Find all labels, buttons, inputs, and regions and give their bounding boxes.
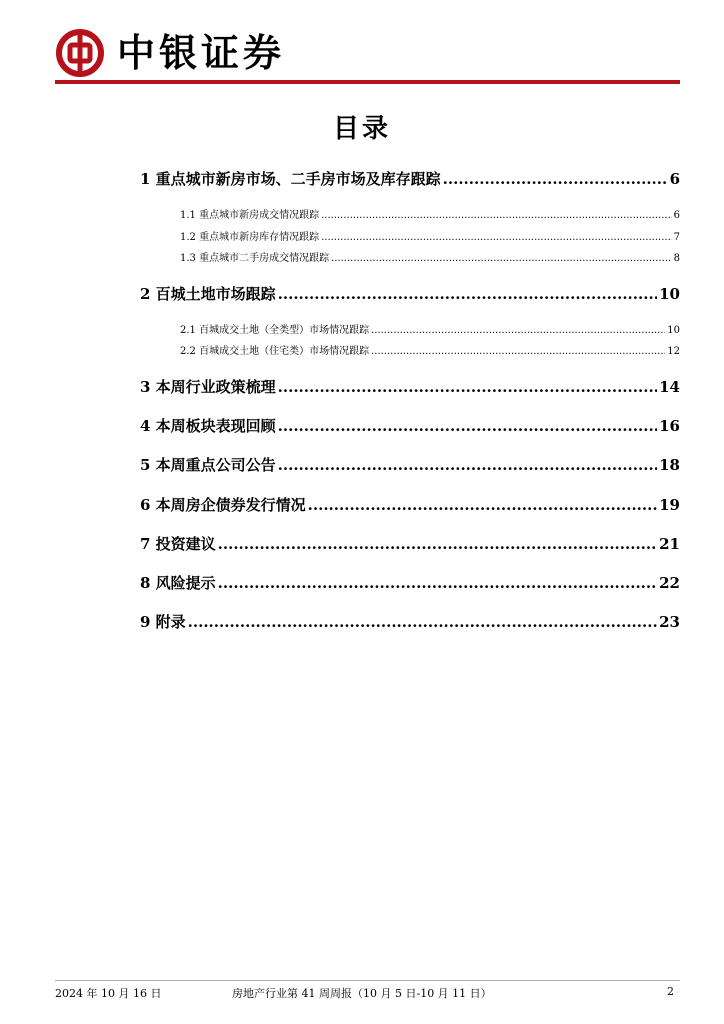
toc-entry-label: 5 本周重点公司公告 xyxy=(140,456,276,474)
toc-entry-page: 7 xyxy=(673,232,680,243)
toc-entry-page: 14 xyxy=(659,378,680,396)
footer-date: 2024 年 10 月 16 日 xyxy=(55,987,162,1000)
toc-leader-dots xyxy=(321,210,672,221)
toc-leader-dots xyxy=(321,232,672,243)
toc-entry-1[interactable] xyxy=(140,168,680,189)
bank-of-china-logo-icon xyxy=(55,28,105,78)
toc-entry-label: 8 风险提示 xyxy=(140,574,216,592)
toc-entry-page: 10 xyxy=(667,325,680,336)
toc-entry-label: 1 重点城市新房市场、二手房市场及库存跟踪 xyxy=(140,170,441,188)
toc-entry-page: 16 xyxy=(659,417,680,435)
toc-entry-7[interactable] xyxy=(140,533,680,554)
toc-entry-2[interactable] xyxy=(140,283,680,304)
toc-entry-label: 3 本周行业政策梳理 xyxy=(140,378,276,396)
toc-entry-1-2[interactable] xyxy=(180,228,680,243)
toc-leader-dots xyxy=(278,378,657,396)
toc-entry-4[interactable] xyxy=(140,415,680,436)
toc-leader-dots xyxy=(443,170,668,188)
toc-entry-9[interactable] xyxy=(140,611,680,632)
toc-leader-dots xyxy=(278,417,657,435)
toc-entry-label: 1.1 重点城市新房成交情况跟踪 xyxy=(180,210,320,221)
toc-entry-page: 6 xyxy=(669,170,680,188)
toc-leader-dots xyxy=(371,346,665,357)
toc-entry-page: 22 xyxy=(659,574,680,592)
toc-entry-label: 2.1 百城成交土地（全类型）市场情况跟踪 xyxy=(180,325,370,336)
toc-entry-page: 10 xyxy=(659,285,680,303)
toc-entry-page: 6 xyxy=(673,210,680,221)
toc-leader-dots xyxy=(371,325,665,336)
toc-entry-label: 4 本周板块表现回顾 xyxy=(140,417,276,435)
toc-entry-label: 1.2 重点城市新房库存情况跟踪 xyxy=(180,232,320,243)
toc-entry-page: 12 xyxy=(667,346,680,357)
toc-entry-2-1[interactable] xyxy=(180,321,680,336)
toc-entry-page: 18 xyxy=(659,456,680,474)
toc-entry-page: 23 xyxy=(659,613,680,631)
toc-entry-label: 1.3 重点城市二手房成交情况跟踪 xyxy=(180,253,330,264)
toc-leader-dots xyxy=(331,253,672,264)
toc-entry-3[interactable] xyxy=(140,376,680,397)
footer-page-number: 2 xyxy=(667,985,674,998)
footer-divider xyxy=(55,980,680,981)
toc-entry-label: 7 投资建议 xyxy=(140,535,216,553)
toc-leader-dots xyxy=(188,613,657,631)
toc-entry-page: 21 xyxy=(659,535,680,553)
toc-entry-5[interactable] xyxy=(140,454,680,475)
toc-entry-page: 19 xyxy=(659,496,680,514)
header-divider xyxy=(55,80,680,84)
toc-entry-page: 8 xyxy=(673,253,680,264)
brand-name: 中银证券 xyxy=(117,30,286,75)
toc-leader-dots xyxy=(308,496,657,514)
toc-entry-label: 2.2 百城成交土地（住宅类）市场情况跟踪 xyxy=(180,346,370,357)
toc-entry-1-1[interactable] xyxy=(180,206,680,221)
page-title: 目录 xyxy=(332,114,391,144)
toc-leader-dots xyxy=(218,535,657,553)
toc-entry-6[interactable] xyxy=(140,494,680,515)
toc-entry-8[interactable] xyxy=(140,572,680,593)
footer-report-title: 房地产行业第 41 周周报（10 月 5 日-10 月 11 日） xyxy=(232,987,492,1000)
toc-leader-dots xyxy=(218,574,657,592)
toc-entry-label: 9 附录 xyxy=(140,613,186,631)
toc-leader-dots xyxy=(278,456,657,474)
toc-leader-dots xyxy=(278,285,657,303)
toc-entry-label: 6 本周房企债券发行情况 xyxy=(140,496,306,514)
toc-entry-1-3[interactable] xyxy=(180,249,680,264)
toc-entry-2-2[interactable] xyxy=(180,342,680,357)
toc-entry-label: 2 百城土地市场跟踪 xyxy=(140,285,276,303)
